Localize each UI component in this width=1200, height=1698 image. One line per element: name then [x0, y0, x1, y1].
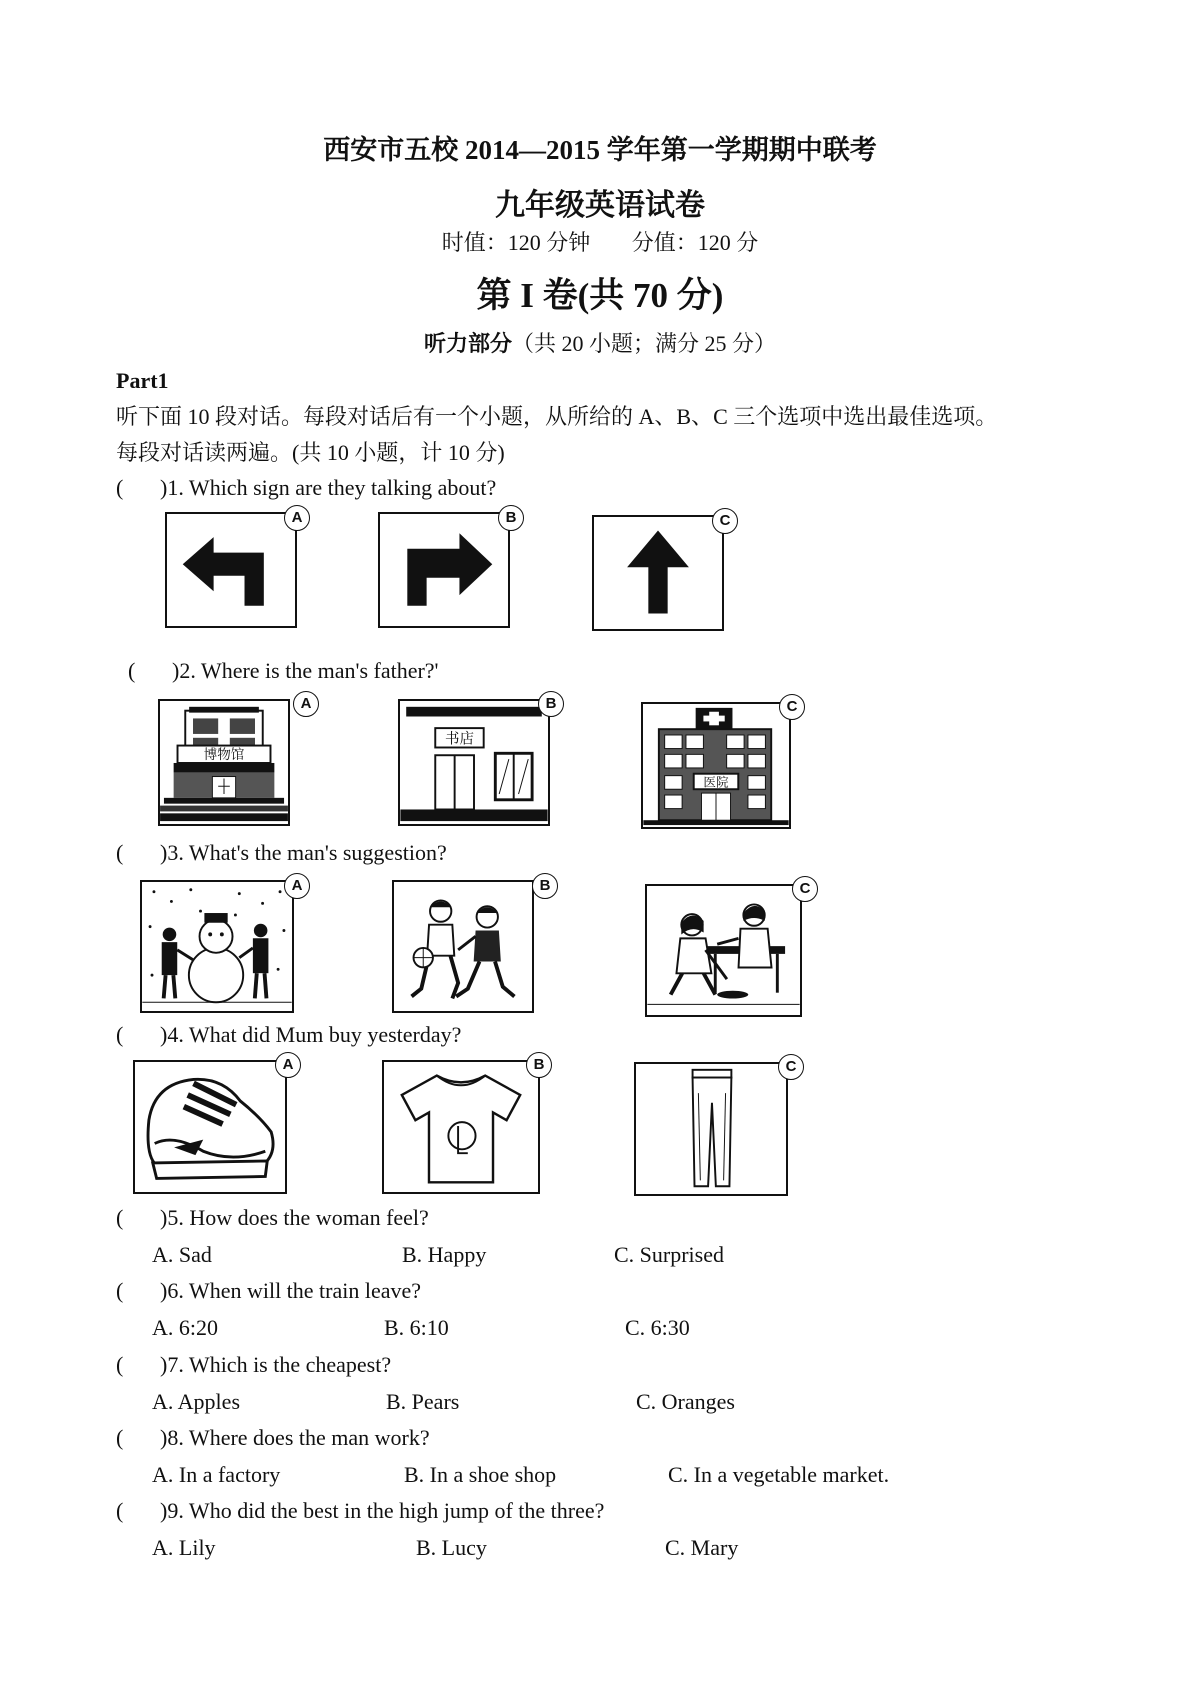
exam-time: 时值：120 分钟	[441, 230, 591, 255]
instruction-line-2: 每段对话读两遍。(共 10 小题，计 10 分)	[116, 440, 505, 465]
option-a[interactable]: A. In a factory	[152, 1462, 281, 1487]
option-b[interactable]: B. Lucy	[416, 1535, 487, 1560]
t-shirt-picture	[382, 1060, 540, 1194]
option-c[interactable]: C. Mary	[665, 1535, 739, 1560]
option-b[interactable]: B. 6:10	[384, 1315, 449, 1340]
option-b[interactable]: B. In a shoe shop	[404, 1462, 557, 1487]
hospital-sign-text: 医院	[703, 774, 729, 790]
question-3	[116, 840, 447, 866]
question-5	[116, 1205, 429, 1231]
option-label-c: C	[712, 508, 738, 534]
exam-title: 西安市五校 2014—2015 学年第一学期期中联考	[323, 135, 877, 165]
trousers-icon	[636, 1064, 786, 1194]
option-label-b: B	[526, 1052, 552, 1078]
turn-left-arrow-icon	[167, 514, 295, 626]
planting-trees-picture	[645, 884, 802, 1017]
option-label-b: B	[498, 505, 524, 531]
answer-paren[interactable]: (	[116, 1425, 124, 1450]
go-straight-sign-picture	[592, 515, 724, 631]
section-detail: （共 20 小题；满分 25 分）	[512, 331, 777, 356]
question-9	[116, 1498, 604, 1524]
option-c[interactable]: C. Surprised	[614, 1242, 724, 1267]
option-c[interactable]: C. In a vegetable market.	[668, 1462, 890, 1487]
planting-trees-icon	[647, 886, 800, 1015]
hospital-picture	[641, 702, 791, 829]
option-label-c: C	[779, 694, 805, 720]
option-label-b: B	[538, 691, 564, 717]
answer-paren[interactable]: (	[116, 1022, 124, 1047]
sneaker-icon	[135, 1062, 285, 1192]
bookstore-picture	[398, 699, 550, 826]
exam-info	[0, 226, 1200, 257]
answer-paren[interactable]: (	[116, 840, 124, 865]
question-4	[116, 1022, 461, 1048]
playing-basketball-icon	[394, 882, 532, 1011]
answer-paren[interactable]: (	[116, 1278, 124, 1303]
option-label-a: A	[284, 505, 310, 531]
answer-paren[interactable]: (	[128, 658, 136, 683]
museum-sign-text: 博物馆	[203, 747, 245, 764]
answer-paren[interactable]: (	[116, 475, 124, 500]
option-label-a: A	[275, 1052, 301, 1078]
option-b[interactable]: B. Pears	[386, 1389, 460, 1414]
sneaker-picture	[133, 1060, 287, 1194]
exam-score: 分值：120 分	[631, 230, 759, 255]
exam-subtitle: 九年级英语试卷	[495, 189, 705, 222]
snowman-icon	[142, 882, 292, 1011]
question-text: )4. What did Mum buy yesterday?	[160, 1022, 462, 1047]
question-text: )1. Which sign are they talking about?	[160, 475, 497, 500]
basketball-picture	[392, 880, 534, 1013]
question-text: )9. Who did the best in the high jump of the three?	[160, 1498, 605, 1523]
option-label-a: A	[284, 873, 310, 899]
volume-heading: 第 I 卷(共 70 分)	[476, 276, 724, 315]
answer-paren[interactable]: (	[116, 1352, 124, 1377]
option-label-b: B	[532, 873, 558, 899]
question-6	[116, 1278, 421, 1304]
question-8	[116, 1425, 430, 1451]
snowman-picture	[140, 880, 294, 1013]
option-b[interactable]: B. Happy	[402, 1242, 487, 1267]
option-c[interactable]: C. Oranges	[636, 1389, 735, 1414]
question-text: )2. Where is the man's father?'	[172, 658, 439, 683]
instruction-line-1: 听下面 10 段对话。每段对话后有一个小题，从所给的 A、B、C 三个选项中选出最佳选项。	[116, 404, 998, 429]
bookstore-building-icon	[400, 701, 548, 824]
answer-paren[interactable]: (	[116, 1205, 124, 1230]
turn-right-arrow-icon	[380, 514, 508, 626]
option-label-a: A	[293, 691, 319, 717]
question-2	[128, 658, 439, 684]
museum-picture	[158, 699, 290, 826]
hospital-building-icon	[643, 704, 789, 827]
question-text: )3. What's the man's suggestion?	[160, 840, 447, 865]
answer-paren[interactable]: (	[116, 1498, 124, 1523]
turn-right-sign-picture	[378, 512, 510, 628]
question-7	[116, 1352, 391, 1378]
question-1	[116, 475, 496, 501]
option-a[interactable]: A. Apples	[152, 1389, 240, 1414]
bookstore-sign-text: 书店	[444, 731, 474, 748]
option-label-c: C	[778, 1054, 804, 1080]
t-shirt-icon	[384, 1062, 538, 1192]
option-a[interactable]: A. Sad	[152, 1242, 212, 1267]
option-a[interactable]: A. Lily	[152, 1535, 216, 1560]
question-text: )5. How does the woman feel?	[160, 1205, 429, 1230]
question-text: )7. Which is the cheapest?	[160, 1352, 392, 1377]
question-text: )6. When will the train leave?	[160, 1278, 422, 1303]
question-text: )8. Where does the man work?	[160, 1425, 430, 1450]
part-title: Part1	[116, 368, 169, 393]
up-arrow-icon	[594, 517, 722, 629]
museum-building-icon	[160, 701, 288, 824]
option-label-c: C	[792, 876, 818, 902]
option-c[interactable]: C. 6:30	[625, 1315, 690, 1340]
section-heading	[0, 327, 1200, 358]
option-a[interactable]: A. 6:20	[152, 1315, 218, 1340]
trousers-picture	[634, 1062, 788, 1196]
section-name: 听力部分	[423, 331, 512, 356]
turn-left-sign-picture	[165, 512, 297, 628]
